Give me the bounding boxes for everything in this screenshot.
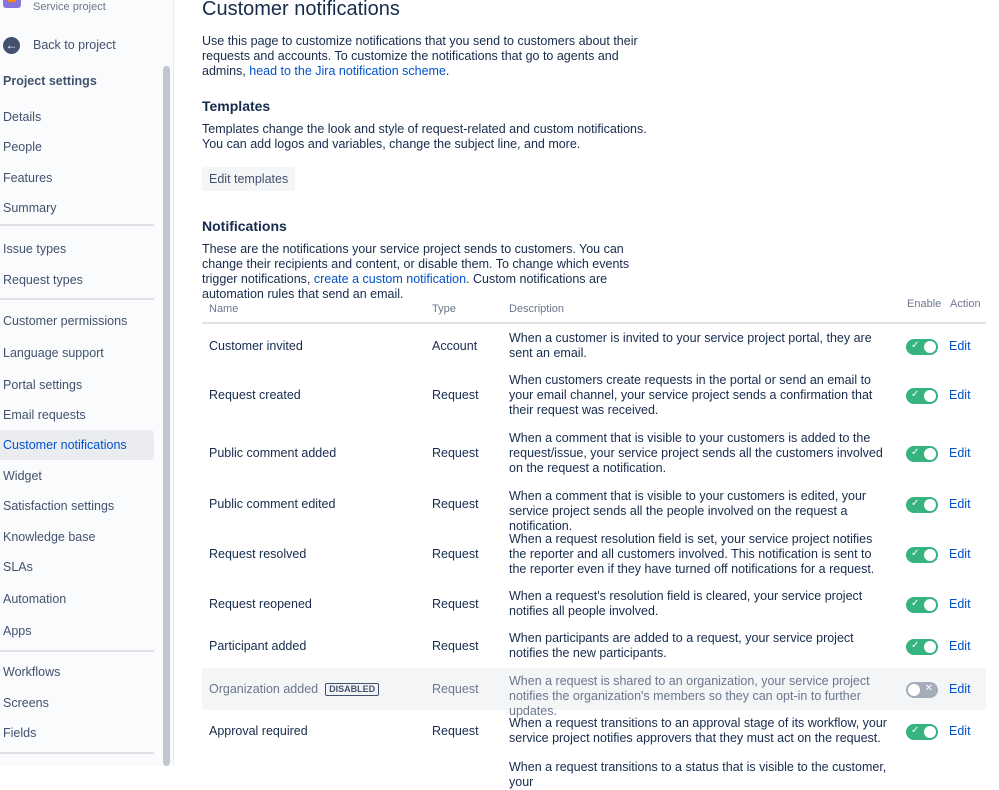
notification-description: When a request resolution field is set, your service project notifies the reporter and all customers involved. This notification is sent to the reporter even if they have turned off notifications for a request. <box>509 532 875 576</box>
table-row <box>202 426 986 484</box>
notification-name-text: Request resolved <box>209 547 307 561</box>
notification-description: When a request transitions to an approval stage of its workflow, your service project notifies approvers that they must act on the request. <box>509 716 887 745</box>
sidebar-item-details[interactable]: Details <box>3 110 42 124</box>
notification-name <box>209 724 308 739</box>
sidebar-item-widget[interactable]: Widget <box>3 469 42 483</box>
notification-name <box>209 639 306 654</box>
enable-toggle[interactable] <box>906 547 938 563</box>
intro-text: Use this page to customize notifications that you send to customers about their requests and accounts. To customize the notifications that go to agents and admins, <box>202 34 638 78</box>
check-icon: ✓ <box>911 640 920 651</box>
notification-name-text: Public comment edited <box>209 497 336 511</box>
project-avatar-icon <box>3 0 21 8</box>
notification-type: Account <box>432 339 478 353</box>
enable-toggle[interactable] <box>906 639 938 655</box>
sidebar-item-summary[interactable]: Summary <box>3 201 57 215</box>
check-icon: ✓ <box>911 548 920 559</box>
sidebar-scrollbar[interactable] <box>163 66 170 766</box>
toggle-knob <box>924 599 936 611</box>
arrow-left-icon: ← <box>3 37 20 54</box>
notification-type: Request <box>432 446 479 460</box>
check-icon: ✓ <box>911 498 920 509</box>
sidebar-item-customer-notifications[interactable]: Customer notifications <box>0 430 154 460</box>
notifications-description <box>202 242 662 302</box>
notification-description: When customers create requests in the portal or send an email to your email channel, your service project sends a confirmation that their request was received. <box>509 373 873 417</box>
table-row <box>202 668 986 718</box>
sidebar-item-issue-types[interactable]: Issue types <box>3 242 67 256</box>
notification-type: Request <box>432 388 479 402</box>
edit-notification-link[interactable]: Edit <box>949 639 971 653</box>
toggle-knob <box>924 390 936 402</box>
project-settings-heading: Project settings <box>3 74 97 88</box>
notification-name <box>209 339 303 354</box>
intro-end: . <box>445 64 450 78</box>
sidebar-item-customer-permissions[interactable]: Customer permissions <box>3 314 128 328</box>
column-header-description: Description <box>509 303 565 315</box>
notification-description: When a request transitions to a status that is visible to the customer, your <box>509 760 887 789</box>
sidebar-item-language-support[interactable]: Language support <box>3 346 104 360</box>
table-row <box>202 754 986 789</box>
toggle-knob <box>924 641 936 653</box>
enable-toggle[interactable] <box>906 388 938 404</box>
back-to-project-link[interactable] <box>3 36 116 54</box>
notification-name-text: Approval required <box>209 724 308 738</box>
sidebar-item-email-requests[interactable]: Email requests <box>3 408 86 422</box>
edit-notification-link[interactable]: Edit <box>949 682 971 696</box>
back-to-project-label: Back to project <box>33 38 116 52</box>
create-custom-notification-link[interactable]: create a custom notification <box>313 272 467 286</box>
enable-toggle[interactable] <box>906 682 938 698</box>
notification-type: Request <box>432 547 479 561</box>
notification-type: Request <box>432 639 479 653</box>
notification-name-text: Public comment added <box>209 446 337 460</box>
column-header-type: Type <box>432 303 456 315</box>
table-row <box>202 586 986 626</box>
notifications-text: These are the notifications your service project sends to customers. You can change their recipients and content, or disable them. To change which events trigger notifications, <box>202 242 630 286</box>
notification-description: When a comment that is visible to your customers is added to the request/issue, your service project sends all the customers involved on the request a notification. <box>509 431 883 475</box>
edit-notification-link[interactable]: Edit <box>949 547 971 561</box>
check-icon: ✓ <box>911 725 920 736</box>
project-header <box>0 0 174 14</box>
table-row <box>202 368 986 426</box>
notification-name-text: Request reopened <box>209 597 312 611</box>
notification-type: Request <box>432 682 479 696</box>
project-type-label: Service project <box>33 1 106 13</box>
table-row <box>202 626 986 668</box>
edit-notification-link[interactable]: Edit <box>949 388 971 402</box>
check-icon: ✓ <box>911 389 920 400</box>
nav-divider <box>0 650 154 652</box>
enable-toggle[interactable] <box>906 497 938 513</box>
table-row <box>202 324 986 368</box>
sidebar-item-fields[interactable]: Fields <box>3 726 37 740</box>
check-icon: ✓ <box>911 598 920 609</box>
intro-paragraph <box>202 34 662 79</box>
toggle-knob <box>924 726 936 738</box>
notification-name-text: Organization added <box>209 682 319 696</box>
column-header-enable: Enable <box>907 298 942 310</box>
notification-name-text: Request created <box>209 388 301 402</box>
enable-toggle[interactable] <box>906 446 938 462</box>
enable-toggle[interactable] <box>906 724 938 740</box>
cross-icon: ✕ <box>924 683 933 694</box>
sidebar-item-knowledge-base[interactable]: Knowledge base <box>3 530 96 544</box>
table-header <box>202 296 986 324</box>
toggle-knob <box>908 684 920 696</box>
toggle-knob <box>924 341 936 353</box>
templates-description: Templates change the look and style of request-related and custom notifications. You can add logos and variables, change the subject line, and more. <box>202 122 647 151</box>
sidebar-item-apps[interactable]: Apps <box>3 624 32 638</box>
sidebar-item-portal-settings[interactable]: Portal settings <box>3 378 83 392</box>
notification-name <box>209 446 336 461</box>
check-icon: ✓ <box>911 340 920 351</box>
jira-notification-scheme-link[interactable]: head to the Jira notification scheme <box>249 64 446 78</box>
check-icon: ✓ <box>911 447 920 458</box>
notification-name <box>209 547 306 562</box>
table-row <box>202 528 986 586</box>
nav-divider <box>0 224 154 226</box>
sidebar-item-people[interactable]: People <box>3 140 42 154</box>
sidebar-item-slas[interactable]: SLAs <box>3 560 33 574</box>
sidebar-item-screens[interactable]: Screens <box>3 696 49 710</box>
notification-name <box>209 597 312 612</box>
notification-description: When participants are added to a request, your service project notifies the new participants. <box>509 631 854 660</box>
enable-toggle[interactable] <box>906 339 938 355</box>
column-header-name: Name <box>209 303 239 315</box>
notification-name-text: Participant added <box>209 639 307 653</box>
edit-notification-link[interactable]: Edit <box>949 446 971 460</box>
sidebar-item-automation[interactable]: Automation <box>3 592 67 606</box>
notification-description: When a comment that is visible to your customers is edited, your service project sends all the people involved on the request a notification. <box>509 489 867 533</box>
notification-type: Request <box>432 597 479 611</box>
toggle-knob <box>924 448 936 460</box>
nav-divider <box>0 298 154 300</box>
notification-type: Request <box>432 724 479 738</box>
notification-description: When a request's resolution field is cleared, your service project notifies all people involved. <box>509 589 863 618</box>
notifications-heading: Notifications <box>202 218 287 234</box>
page-title: Customer notifications <box>202 0 400 20</box>
notification-description: When a customer is invited to your service project portal, they are sent an email. <box>509 331 872 360</box>
edit-notification-link[interactable]: Edit <box>949 597 971 611</box>
notification-name <box>209 388 301 403</box>
edit-notification-link[interactable]: Edit <box>949 724 971 738</box>
notification-name <box>209 497 335 512</box>
sidebar-item-request-types[interactable]: Request types <box>3 273 83 287</box>
toggle-knob <box>924 499 936 511</box>
templates-heading: Templates <box>202 98 271 114</box>
table-row <box>202 710 986 754</box>
sidebar-item-workflows[interactable]: Workflows <box>3 665 61 679</box>
edit-templates-button[interactable]: Edit templates <box>202 167 295 191</box>
edit-notification-link[interactable]: Edit <box>949 339 971 353</box>
notification-name <box>209 682 379 697</box>
table-row <box>202 484 986 533</box>
sidebar-item-features[interactable]: Features <box>3 171 53 185</box>
notifications-end: . Custom notifications are automation rules that send an email. <box>202 272 608 301</box>
toggle-knob <box>924 549 936 561</box>
notification-type: Request <box>432 497 479 511</box>
sidebar-item-satisfaction-settings[interactable]: Satisfaction settings <box>3 499 115 513</box>
column-header-action: Action <box>950 298 981 310</box>
notification-description: When a request is shared to an organization, your service project notifies the organization's members so they can opt-in to further updates. <box>509 674 870 718</box>
enable-toggle[interactable] <box>906 597 938 613</box>
disabled-badge: DISABLED <box>325 683 379 696</box>
edit-notification-link[interactable]: Edit <box>949 497 971 511</box>
notification-name-text: Customer invited <box>209 339 303 353</box>
nav-divider <box>0 752 154 754</box>
sidebar <box>0 0 174 766</box>
